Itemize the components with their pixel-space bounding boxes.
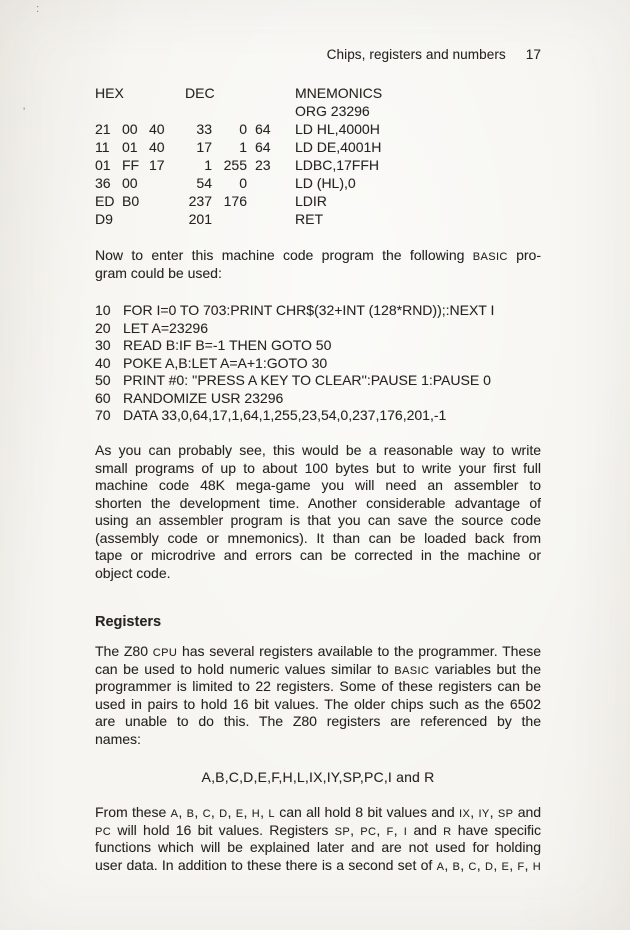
dec-value: 0 [239,121,247,137]
hex-byte: 01 [122,139,138,155]
code-table-row [95,156,541,174]
basic-line [95,320,541,338]
text-line: gram could be used: [95,264,222,281]
register-names-line: A,B,C,D,E,F,H,L,IX,IY,SP,PC,I and R [201,769,435,785]
mnemonic: LD DE,4001H [295,139,382,155]
running-head [95,47,541,62]
dec-bytes [185,138,295,156]
basic-code: PRINT #0: ''PRESS A KEY TO CLEAR'':PAUSE 1:PAUSE 0 [123,372,491,388]
text-line: Now to enter this machine code program the following BASIC pro- [95,247,541,263]
hex-byte: 01 [95,157,111,173]
dec-bytes [185,120,295,138]
code-table-row [95,138,541,156]
line-number: 70 [95,407,111,423]
col-header-dec: DEC [185,85,215,101]
hex-bytes [95,120,185,138]
table-header-row [95,84,541,102]
register-sizes-paragraph [95,804,541,874]
hex-byte: 40 [149,139,165,155]
hex-bytes [95,174,185,192]
text-line: From these A, B, C, D, E, H, L can all hold 8 bit values and IX, IY, SP and [95,804,541,820]
col-header-hex: HEX [95,85,124,101]
basic-code: RANDOMIZE USR 23296 [123,389,284,406]
text-line: user data. In addition to these there is a second set of A, B, C, D, E, F, H [95,856,541,873]
org-row [95,102,541,120]
hex-byte: 11 [95,139,110,155]
dec-value: 176 [223,193,247,209]
hex-bytes [95,210,185,228]
basic-line [95,390,541,408]
dec-value: 23 [255,157,271,173]
basic-code: LET A=23296 [123,319,208,336]
text-line: programmer is limited to 22 registers. Some of these registers can be [95,678,541,694]
hex-byte: 00 [122,121,138,137]
hex-byte: 00 [122,175,138,191]
text-line: small programs of up to about 100 bytes but to write your first full [95,459,541,476]
text-line: object code. [95,564,171,581]
line-number: 10 [95,302,111,318]
dec-value: 54 [196,175,212,191]
dec-value: 201 [188,211,212,227]
dec-value: 1 [239,139,247,155]
line-number: 30 [95,337,111,353]
text-line: PC will hold 16 bit values. Registers SP, PC, F, I and R have specific [95,821,541,838]
page-number: 17 [525,47,541,62]
hex-byte: B0 [122,193,140,209]
basic-code: READ B:IF B=-1 THEN GOTO 50 [123,337,332,353]
dec-value: 1 [204,157,212,173]
text-line: shorten the development time. Another considerable advantage of [95,494,541,511]
text-line: used in pairs to hold 16 bit values. The older chips such as the 6502 [95,695,541,712]
text-line: The Z80 CPU has several registers available to the programmer. These [95,643,541,659]
text-line: are unable to do this. The Z80 registers are referenced by the [95,713,541,729]
dec-value: 0 [239,175,247,191]
running-head-title: Chips, registers and numbers [326,47,506,62]
hex-bytes [95,156,185,174]
hex-byte: FF [122,157,140,173]
scan-artifact-colon: : [36,3,40,15]
basic-line [95,407,541,425]
basic-code: DATA 33,0,64,17,1,64,1,255,23,54,0,237,176,201,-1 [123,407,447,423]
hex-byte: D9 [95,211,113,227]
dec-value: 237 [188,193,212,209]
line-number: 50 [95,372,111,388]
basic-code: POKE A,B:LET A=A+1:GOTO 30 [123,354,328,371]
mnemonic: LDIR [295,193,327,209]
mnemonic: LD HL,4000H [295,121,380,137]
line-number: 60 [95,389,111,406]
dec-value: 64 [255,121,271,137]
code-table-row [95,120,541,138]
machine-code-table [95,84,541,228]
text-line: can be used to hold numeric values similar to BASIC variables but the [95,660,541,677]
mnemonic: LD (HL),0 [295,175,356,191]
dec-value: 64 [255,139,271,155]
basic-listing [95,302,541,425]
dec-bytes [185,192,295,210]
line-number: 40 [95,354,111,371]
dec-value: 255 [223,157,247,173]
text-line: (assembly code or mnemonics). It than can be loaded back from [95,529,541,546]
basic-line [95,337,541,355]
basic-code: FOR I=0 TO 703:PRINT CHR$(32+INT (128*RND));:NEXT I [123,302,495,318]
basic-line [95,355,541,373]
dec-value: 33 [196,121,212,137]
hex-bytes [95,192,185,210]
registers-paragraph [95,643,541,748]
mnemonic: RET [295,211,323,227]
section-heading: Registers [95,614,162,630]
hex-byte: 17 [149,157,165,173]
mnemonic: LDBC,17FFH [295,157,380,173]
text-line: tape or microdrive and errors can be corrected in the machine or [95,547,541,563]
hex-byte: 21 [95,121,111,137]
code-table-row [95,192,541,210]
hex-byte: 36 [95,175,111,191]
text-line: machine code 48K mega-game you will need an assembler to [95,477,541,493]
code-table-row [95,210,541,228]
assembler-paragraph [95,442,541,582]
dec-bytes [185,174,295,192]
hex-byte: ED [95,193,115,209]
basic-line [95,372,541,390]
text-line: functions which will be explained later and are not used for holding [95,839,541,855]
col-header-mnemonics: MNEMONICS [295,85,383,101]
hex-bytes [95,138,185,156]
code-table-row [95,174,541,192]
scan-artifact-tick: ' [23,106,26,118]
basic-line [95,302,541,320]
intro-paragraph [95,247,541,282]
hex-byte: 40 [149,121,165,137]
text-line: using an assembler program is that you can save the source code [95,512,541,528]
text-line: As you can probably see, this would be a reasonable way to write [95,442,541,458]
dec-value: 17 [196,139,212,155]
dec-bytes [185,156,295,174]
dec-bytes [185,210,295,228]
line-number: 20 [95,319,111,336]
org-directive: ORG 23296 [295,103,370,119]
text-line: names: [95,730,141,747]
